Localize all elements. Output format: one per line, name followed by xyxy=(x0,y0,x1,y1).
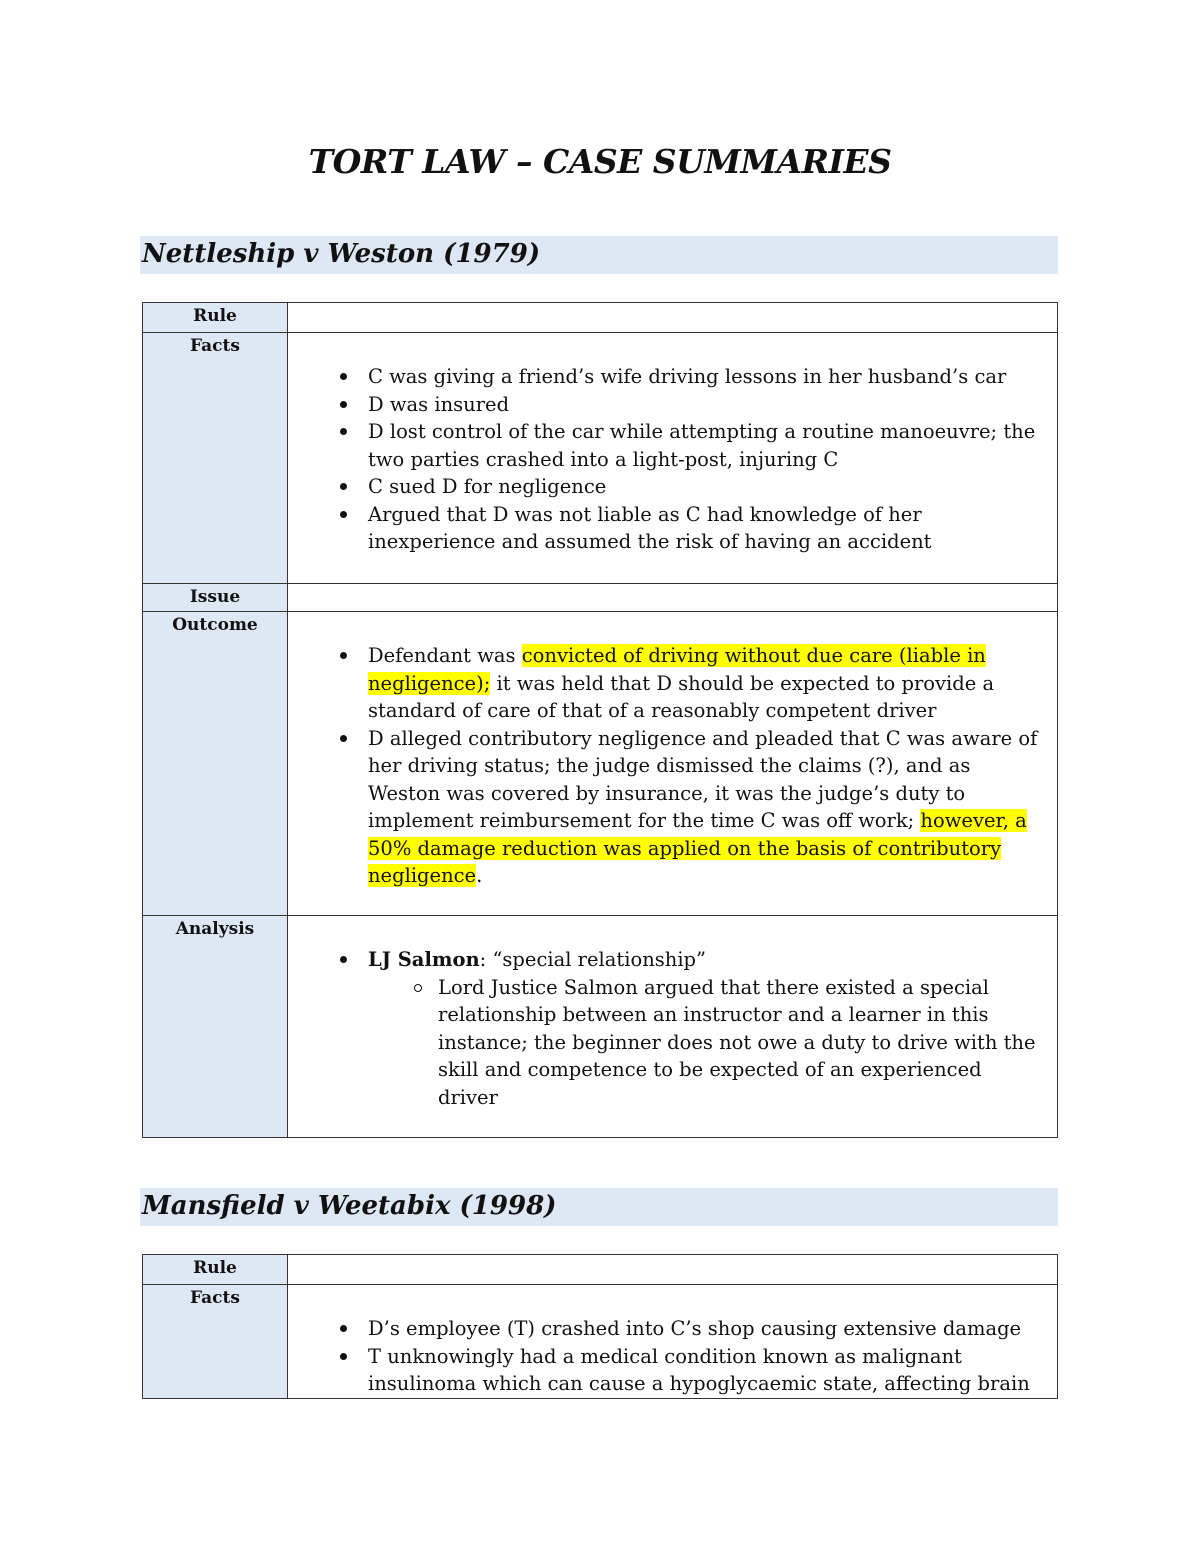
list-item: D’s employee (T) crashed into C’s shop causing extensive damage xyxy=(288,1315,1043,1343)
list-item xyxy=(288,946,1043,1111)
analysis-list xyxy=(288,916,1057,1133)
list-item: C was giving a friend’s wife driving lessons in her husband’s car xyxy=(288,363,1043,391)
outcome-label-cell xyxy=(143,612,288,916)
analysis-content xyxy=(288,916,1058,1138)
analysis-sublist xyxy=(368,974,1043,1112)
facts-list xyxy=(288,333,1057,578)
highlighted-text: however, a 50% damage reduction was applied on the basis of contributory negligence xyxy=(368,809,1027,887)
outcome-text: . xyxy=(476,864,483,887)
facts-content xyxy=(288,333,1058,584)
case-heading-mansfield xyxy=(140,1188,1058,1226)
facts-label-cell xyxy=(143,333,288,584)
outcome-label: Outcome xyxy=(172,615,258,635)
rule-label-cell xyxy=(143,303,288,333)
issue-label: Issue xyxy=(189,587,241,607)
sub-list-item: Lord Justice Salmon argued that there existed a special relationship between an instructor and a learner in this instance; the beginner does not owe a duty to drive with the skill and competence to be expected of an experienced driver xyxy=(368,974,1043,1112)
row-facts xyxy=(143,1285,1058,1399)
document-title: TORT LAW – CASE SUMMARIES xyxy=(308,142,892,181)
analysis-text: : “special relationship” xyxy=(479,948,707,971)
list-item: T unknowingly had a medical condition known as malignant insulinoma which can cause a hypoglycaemic state, affecting brain xyxy=(288,1343,1043,1398)
analysis-label: Analysis xyxy=(175,919,255,939)
row-analysis xyxy=(143,916,1058,1138)
issue-content xyxy=(288,584,1058,612)
facts-list xyxy=(288,1285,1057,1398)
facts-label: Facts xyxy=(190,336,240,356)
facts-label-cell xyxy=(143,1285,288,1399)
case-heading-text: Nettleship v Weston (1979) xyxy=(142,239,541,269)
rule-label: Rule xyxy=(193,1258,237,1278)
row-issue xyxy=(143,584,1058,612)
row-rule xyxy=(143,1255,1058,1285)
row-outcome xyxy=(143,612,1058,916)
list-item: C sued D for negligence xyxy=(288,473,1043,501)
list-item xyxy=(288,725,1043,890)
judge-name: LJ Salmon xyxy=(368,948,480,971)
row-rule xyxy=(143,303,1058,333)
analysis-label-cell xyxy=(143,916,288,1138)
list-item: Argued that D was not liable as C had knowledge of her inexperience and assumed the risk of having an accident xyxy=(288,501,1043,556)
row-facts xyxy=(143,333,1058,584)
list-item: D was insured xyxy=(288,391,1043,419)
rule-content xyxy=(288,303,1058,333)
facts-content xyxy=(288,1285,1058,1399)
case-heading-nettleship xyxy=(140,236,1058,274)
outcome-text: D alleged contributory negligence and pleaded that C was aware of her driving status; the judge dismissed the claims (?), and as Weston was covered by insurance, it was the judge’s duty to implement reimbursement for the time C was off work; xyxy=(368,726,1038,832)
highlighted-text: convicted of driving without due care (liable in negligence); xyxy=(368,644,986,695)
outcome-text: it was held that D should be expected to provide a standard of care of that of a reasonably competent driver xyxy=(368,671,995,722)
rule-content xyxy=(288,1255,1058,1285)
issue-label-cell xyxy=(143,584,288,612)
list-item xyxy=(288,642,1043,725)
outcome-text: Defendant was xyxy=(368,644,522,667)
case-heading-text: Mansfield v Weetabix (1998) xyxy=(142,1191,557,1221)
facts-label: Facts xyxy=(190,1288,240,1308)
outcome-list xyxy=(288,612,1057,912)
outcome-content xyxy=(288,612,1058,916)
list-item: D lost control of the car while attempting a routine manoeuvre; the two parties crashed into a light-post, injuring C xyxy=(288,418,1043,473)
rule-label-cell xyxy=(143,1255,288,1285)
case-table-nettleship xyxy=(142,302,1058,1138)
case-table-mansfield xyxy=(142,1254,1058,1399)
rule-label: Rule xyxy=(193,306,237,326)
